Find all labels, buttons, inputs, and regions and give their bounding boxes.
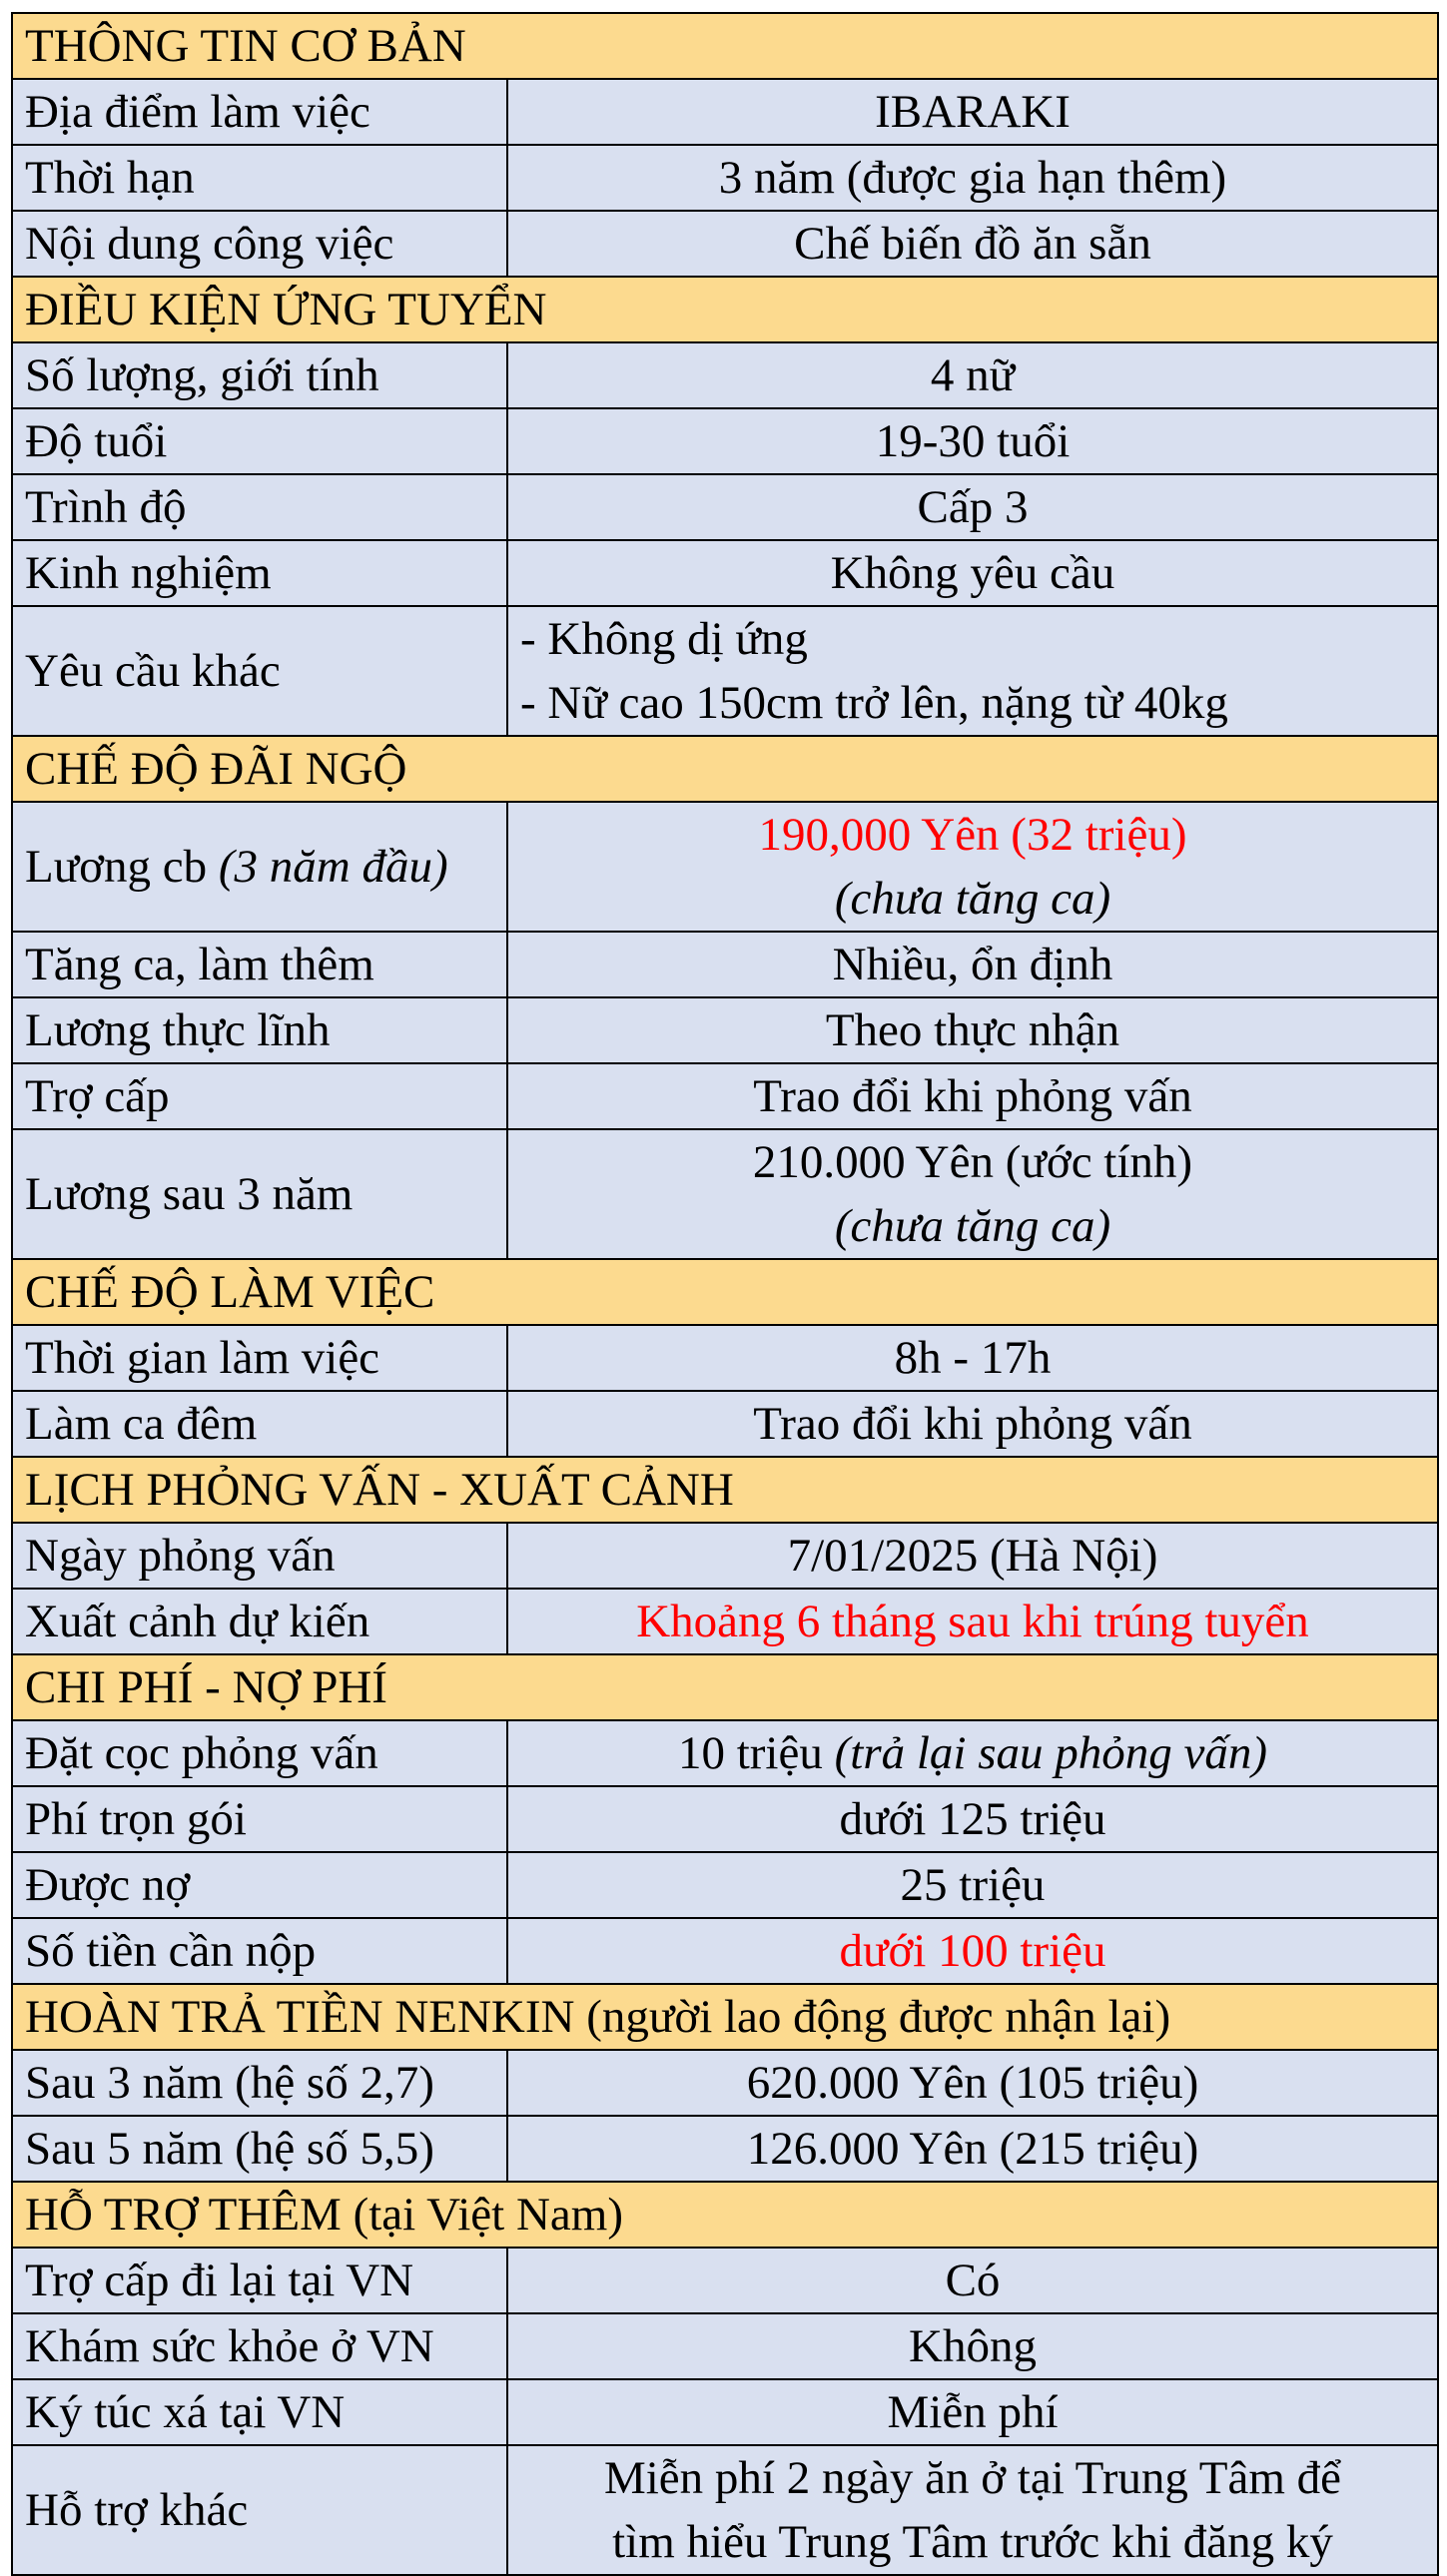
section-header bbox=[12, 736, 1438, 802]
amount-due-value: dưới 100 triệu bbox=[507, 1918, 1438, 1984]
value-text: 10 triệu bbox=[677, 1727, 835, 1779]
table-row bbox=[12, 1852, 1438, 1918]
row-value: 8h - 17h bbox=[507, 1325, 1438, 1391]
table-row bbox=[12, 342, 1438, 408]
table-row bbox=[12, 145, 1438, 211]
row-label: Xuất cảnh dự kiến bbox=[12, 1589, 507, 1654]
table-row bbox=[12, 1063, 1438, 1129]
table-row bbox=[12, 1523, 1438, 1589]
row-value: Theo thực nhận bbox=[507, 997, 1438, 1063]
table-row bbox=[12, 408, 1438, 474]
row-value: 126.000 Yên (215 triệu) bbox=[507, 2116, 1438, 2182]
row-label: Đặt cọc phỏng vấn bbox=[12, 1720, 507, 1786]
section-header bbox=[12, 1259, 1438, 1325]
table-row bbox=[12, 540, 1438, 606]
row-label: Ký túc xá tại VN bbox=[12, 2379, 507, 2445]
row-label: Được nợ bbox=[12, 1852, 507, 1918]
value-line: - Không dị ứng bbox=[520, 613, 808, 665]
row-label bbox=[12, 802, 507, 932]
row-label: Địa điểm làm việc bbox=[12, 79, 507, 145]
table-row bbox=[12, 474, 1438, 540]
table-row bbox=[12, 1325, 1438, 1391]
value-note: (chưa tăng ca) bbox=[834, 1200, 1111, 1252]
row-value: 3 năm (được gia hạn thêm) bbox=[507, 145, 1438, 211]
table-row bbox=[12, 1786, 1438, 1852]
row-label: Ngày phỏng vấn bbox=[12, 1523, 507, 1589]
section-header bbox=[12, 1654, 1438, 1720]
row-label: Hỗ trợ khác bbox=[12, 2445, 507, 2575]
table-row bbox=[12, 1129, 1438, 1259]
row-label: Thời gian làm việc bbox=[12, 1325, 507, 1391]
row-label: Số lượng, giới tính bbox=[12, 342, 507, 408]
section-header bbox=[12, 277, 1438, 342]
departure-value: Khoảng 6 tháng sau khi trúng tuyển bbox=[507, 1589, 1438, 1654]
row-value: Không yêu cầu bbox=[507, 540, 1438, 606]
row-value bbox=[507, 802, 1438, 932]
row-value: Cấp 3 bbox=[507, 474, 1438, 540]
row-label: Lương thực lĩnh bbox=[12, 997, 507, 1063]
value-note: (chưa tăng ca) bbox=[834, 873, 1111, 925]
table-row bbox=[12, 1589, 1438, 1654]
value-line: tìm hiểu Trung Tâm trước khi đăng ký bbox=[612, 2516, 1333, 2568]
row-label: Độ tuổi bbox=[12, 408, 507, 474]
job-info-table bbox=[11, 12, 1439, 2576]
row-value: Không bbox=[507, 2313, 1438, 2379]
section-title-nenkin-refund: HOÀN TRẢ TIỀN NENKIN (người lao động được nhận lại) bbox=[12, 1984, 1438, 2050]
row-label: Tăng ca, làm thêm bbox=[12, 932, 507, 997]
row-label: Phí trọn gói bbox=[12, 1786, 507, 1852]
table-row bbox=[12, 211, 1438, 277]
row-label: Nội dung công việc bbox=[12, 211, 507, 277]
row-label: Trợ cấp đi lại tại VN bbox=[12, 2248, 507, 2313]
section-title-work-schedule: CHẾ ĐỘ LÀM VIỆC bbox=[12, 1259, 1438, 1325]
row-label: Trình độ bbox=[12, 474, 507, 540]
section-title-basic-info: THÔNG TIN CƠ BẢN bbox=[12, 13, 1438, 79]
row-value: IBARAKI bbox=[507, 79, 1438, 145]
base-salary-value: 190,000 Yên (32 triệu) bbox=[758, 809, 1187, 861]
section-header bbox=[12, 1457, 1438, 1523]
row-label: Sau 5 năm (hệ số 5,5) bbox=[12, 2116, 507, 2182]
section-header bbox=[12, 1984, 1438, 2050]
section-title-extra-support: HỖ TRỢ THÊM (tại Việt Nam) bbox=[12, 2182, 1438, 2248]
row-value: 620.000 Yên (105 triệu) bbox=[507, 2050, 1438, 2116]
row-label: Lương sau 3 năm bbox=[12, 1129, 507, 1259]
table-row bbox=[12, 1391, 1438, 1457]
section-header bbox=[12, 13, 1438, 79]
table-row bbox=[12, 2379, 1438, 2445]
row-value: Trao đổi khi phỏng vấn bbox=[507, 1391, 1438, 1457]
table-row bbox=[12, 2050, 1438, 2116]
table-row bbox=[12, 2116, 1438, 2182]
table-row bbox=[12, 932, 1438, 997]
label-note: (3 năm đầu) bbox=[218, 841, 448, 893]
row-value: dưới 125 triệu bbox=[507, 1786, 1438, 1852]
row-label: Kinh nghiệm bbox=[12, 540, 507, 606]
row-value: 7/01/2025 (Hà Nội) bbox=[507, 1523, 1438, 1589]
table-row bbox=[12, 606, 1438, 736]
table-row bbox=[12, 1720, 1438, 1786]
row-value: Miễn phí bbox=[507, 2379, 1438, 2445]
table-row bbox=[12, 79, 1438, 145]
row-label: Khám sức khỏe ở VN bbox=[12, 2313, 507, 2379]
row-value: 19-30 tuổi bbox=[507, 408, 1438, 474]
row-value: 4 nữ bbox=[507, 342, 1438, 408]
section-title-interview-schedule: LỊCH PHỎNG VẤN - XUẤT CẢNH bbox=[12, 1457, 1438, 1523]
row-label: Số tiền cần nộp bbox=[12, 1918, 507, 1984]
row-value: 25 triệu bbox=[507, 1852, 1438, 1918]
table-row bbox=[12, 997, 1438, 1063]
row-value: Trao đổi khi phỏng vấn bbox=[507, 1063, 1438, 1129]
row-value: Có bbox=[507, 2248, 1438, 2313]
section-title-requirements: ĐIỀU KIỆN ỨNG TUYỂN bbox=[12, 277, 1438, 342]
table-row bbox=[12, 1918, 1438, 1984]
row-label: Trợ cấp bbox=[12, 1063, 507, 1129]
section-title-costs: CHI PHÍ - NỢ PHÍ bbox=[12, 1654, 1438, 1720]
table-row bbox=[12, 2313, 1438, 2379]
row-value bbox=[507, 1129, 1438, 1259]
value-line: - Nữ cao 150cm trở lên, nặng từ 40kg bbox=[520, 677, 1228, 729]
row-label: Làm ca đêm bbox=[12, 1391, 507, 1457]
row-label: Sau 3 năm (hệ số 2,7) bbox=[12, 2050, 507, 2116]
table-row bbox=[12, 2248, 1438, 2313]
value-line: 210.000 Yên (ước tính) bbox=[752, 1136, 1193, 1188]
section-title-benefits: CHẾ ĐỘ ĐÃI NGỘ bbox=[12, 736, 1438, 802]
row-label: Yêu cầu khác bbox=[12, 606, 507, 736]
row-value bbox=[507, 1720, 1438, 1786]
row-value bbox=[507, 606, 1438, 736]
row-label: Thời hạn bbox=[12, 145, 507, 211]
table-row bbox=[12, 802, 1438, 932]
value-note: (trả lại sau phỏng vấn) bbox=[834, 1727, 1268, 1779]
row-value: Chế biến đồ ăn sẵn bbox=[507, 211, 1438, 277]
value-line: Miễn phí 2 ngày ăn ở tại Trung Tâm để bbox=[603, 2452, 1342, 2504]
label-text: Lương cb bbox=[25, 841, 219, 893]
section-header bbox=[12, 2182, 1438, 2248]
row-value: Nhiều, ổn định bbox=[507, 932, 1438, 997]
